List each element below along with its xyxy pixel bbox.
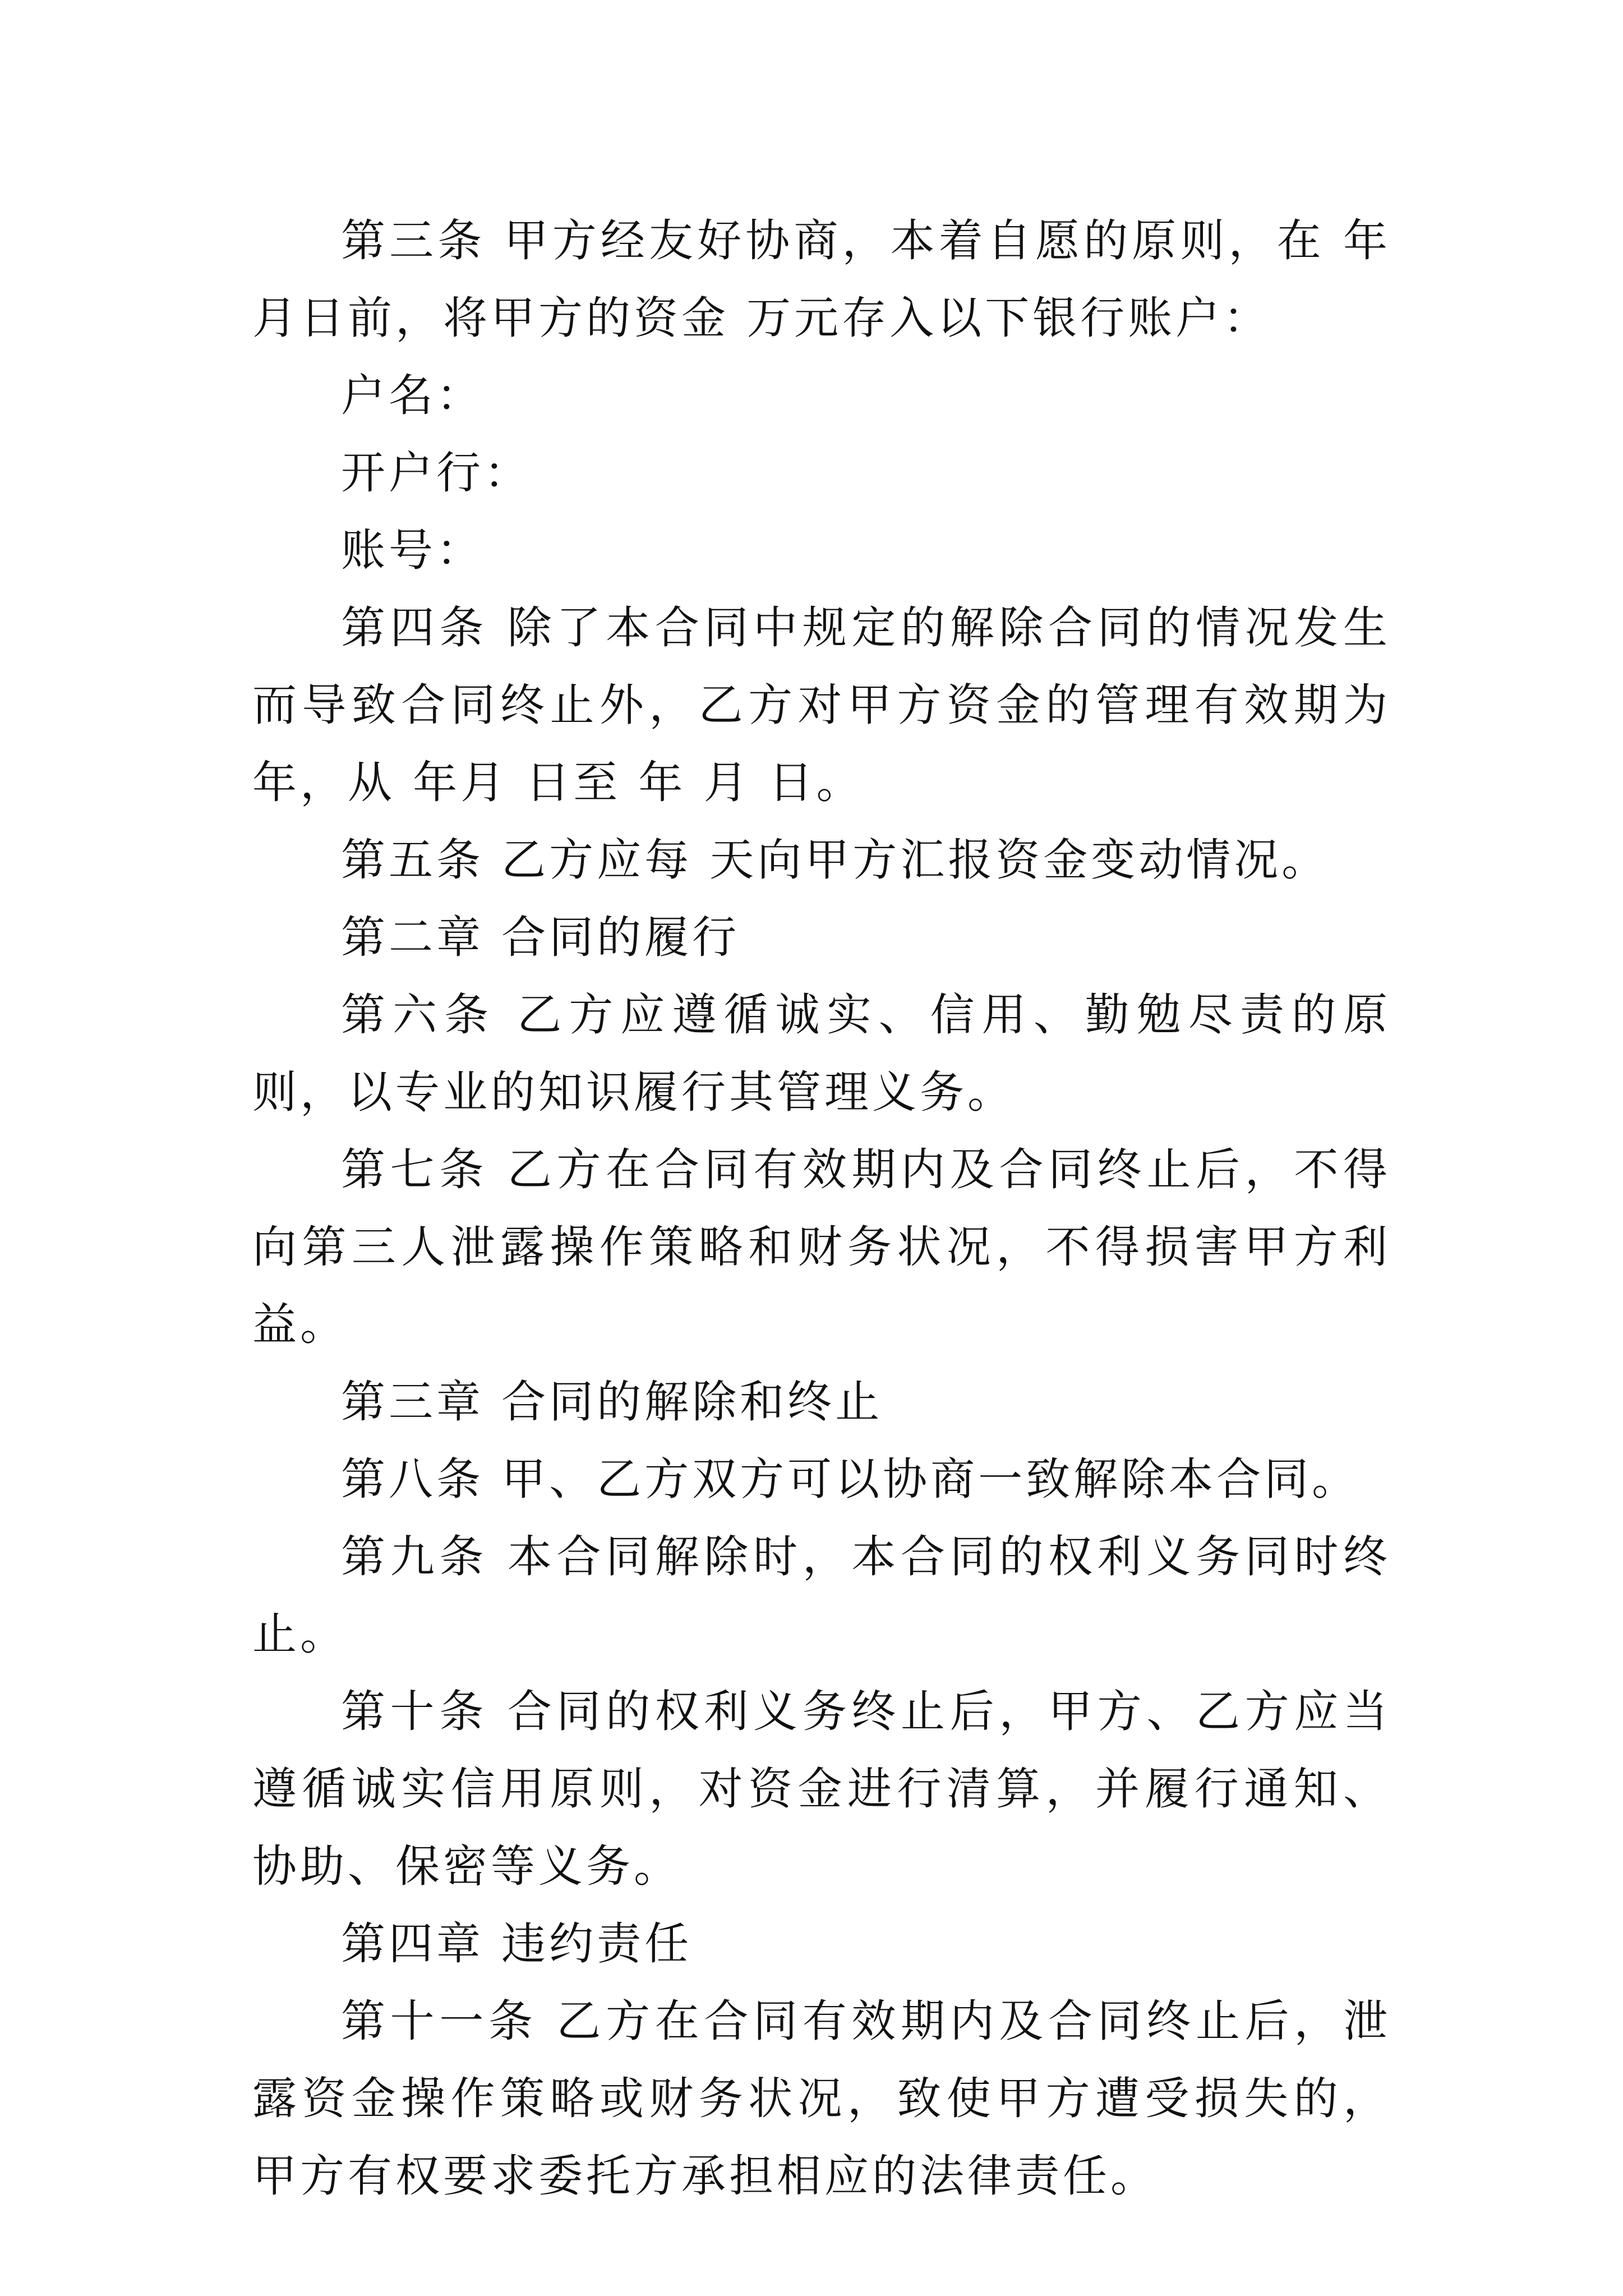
clause-8: 第八条 甲、乙方双方可以协商一致解除本合同。 <box>341 1453 1360 1505</box>
chapter-2-heading: 第二章 合同的履行 <box>341 912 740 963</box>
clause-10: 第十条 合同的权利义务终止后，甲方、乙方应当遵循诚实信用原则，对资金进行清算，并履行通知、协助、保密等义务。 <box>252 1686 1391 1892</box>
account-name-line: 户名： <box>341 370 484 421</box>
bank-line: 开户行： <box>341 447 532 499</box>
clause-5: 第五条 乙方应每 天向甲方汇报资金变动情况。 <box>341 834 1330 886</box>
chapter-3-heading: 第三章 合同的解除和终止 <box>341 1376 883 1428</box>
clause-9: 第九条 本合同解除时，本合同的权利义务同时终止。 <box>252 1531 1391 1660</box>
chapter-4-heading: 第四章 违约责任 <box>341 1918 693 1970</box>
account-number-line: 账号： <box>341 524 484 576</box>
document-body <box>252 202 1391 2215</box>
clause-11: 第十一条 乙方在合同有效期内及合同终止后，泄露资金操作策略或财务状况，致使甲方遭受损失的，甲方有权要求委托方承担相应的法律责任。 <box>252 1995 1391 2202</box>
clause-6: 第六条 乙方应遵循诚实、信用、勤勉尽责的原则，以专业的知识履行其管理义务。 <box>252 989 1391 1118</box>
clause-3: 第三条 甲方经友好协商，本着自愿的原则，在 年 月日前，将甲方的资金 万元存入以下银行账户： <box>252 215 1391 344</box>
clause-4: 第四条 除了本合同中规定的解除合同的情况发生而导致合同终止外，乙方对甲方资金的管理有效期为 年，从 年月 日至 年 月 日。 <box>252 602 1391 808</box>
clause-7: 第七条 乙方在合同有效期内及合同终止后，不得向第三人泄露操作策略和财务状况，不得损害甲方利益。 <box>252 1144 1391 1350</box>
